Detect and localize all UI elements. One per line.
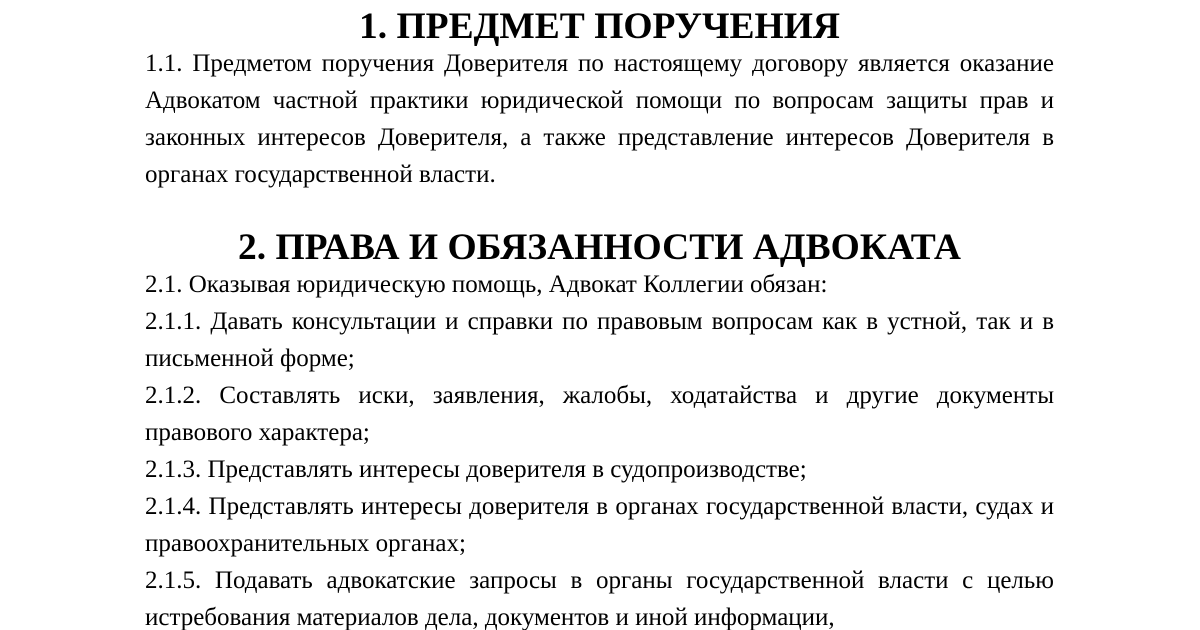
clause-2-1-1: 2.1.1. Давать консультации и справки по правовым вопросам как в устной, так и в письменной форме; [145, 308, 1054, 372]
clause-2-1-2: 2.1.2. Составлять иски, заявления, жалобы, ходатайства и другие документы правового характера; [145, 382, 1054, 446]
clause-1-1: 1.1. Предметом поручения Доверителя по настоящему договору является оказание Адвокатом частной практики юридической помощи по вопросам защиты прав и законных интересов Доверителя, а также представление интересов Доверителя в органах государственной власти. [145, 50, 1054, 188]
clause-2-1-4: 2.1.4. Представлять интересы доверителя в органах государственной власти, судах и правоохранительных органах; [145, 493, 1054, 557]
clause-2-1-3: 2.1.3. Представлять интересы доверителя в судопроизводстве; [145, 456, 807, 483]
clause-2-1: 2.1. Оказывая юридическую помощь, Адвокат Коллегии обязан: [145, 271, 828, 298]
section-2-heading: 2. ПРАВА И ОБЯЗАННОСТИ АДВОКАТА [237, 227, 962, 268]
section-gap [145, 193, 1054, 229]
document-content [145, 8, 1054, 630]
clause-2-1-5: 2.1.5. Подавать адвокатские запросы в органы государственной власти с целью истребования материалов дела, документов и иной информации, [145, 567, 1054, 630]
section-1-heading: 1. ПРЕДМЕТ ПОРУЧЕНИЯ [359, 6, 840, 47]
